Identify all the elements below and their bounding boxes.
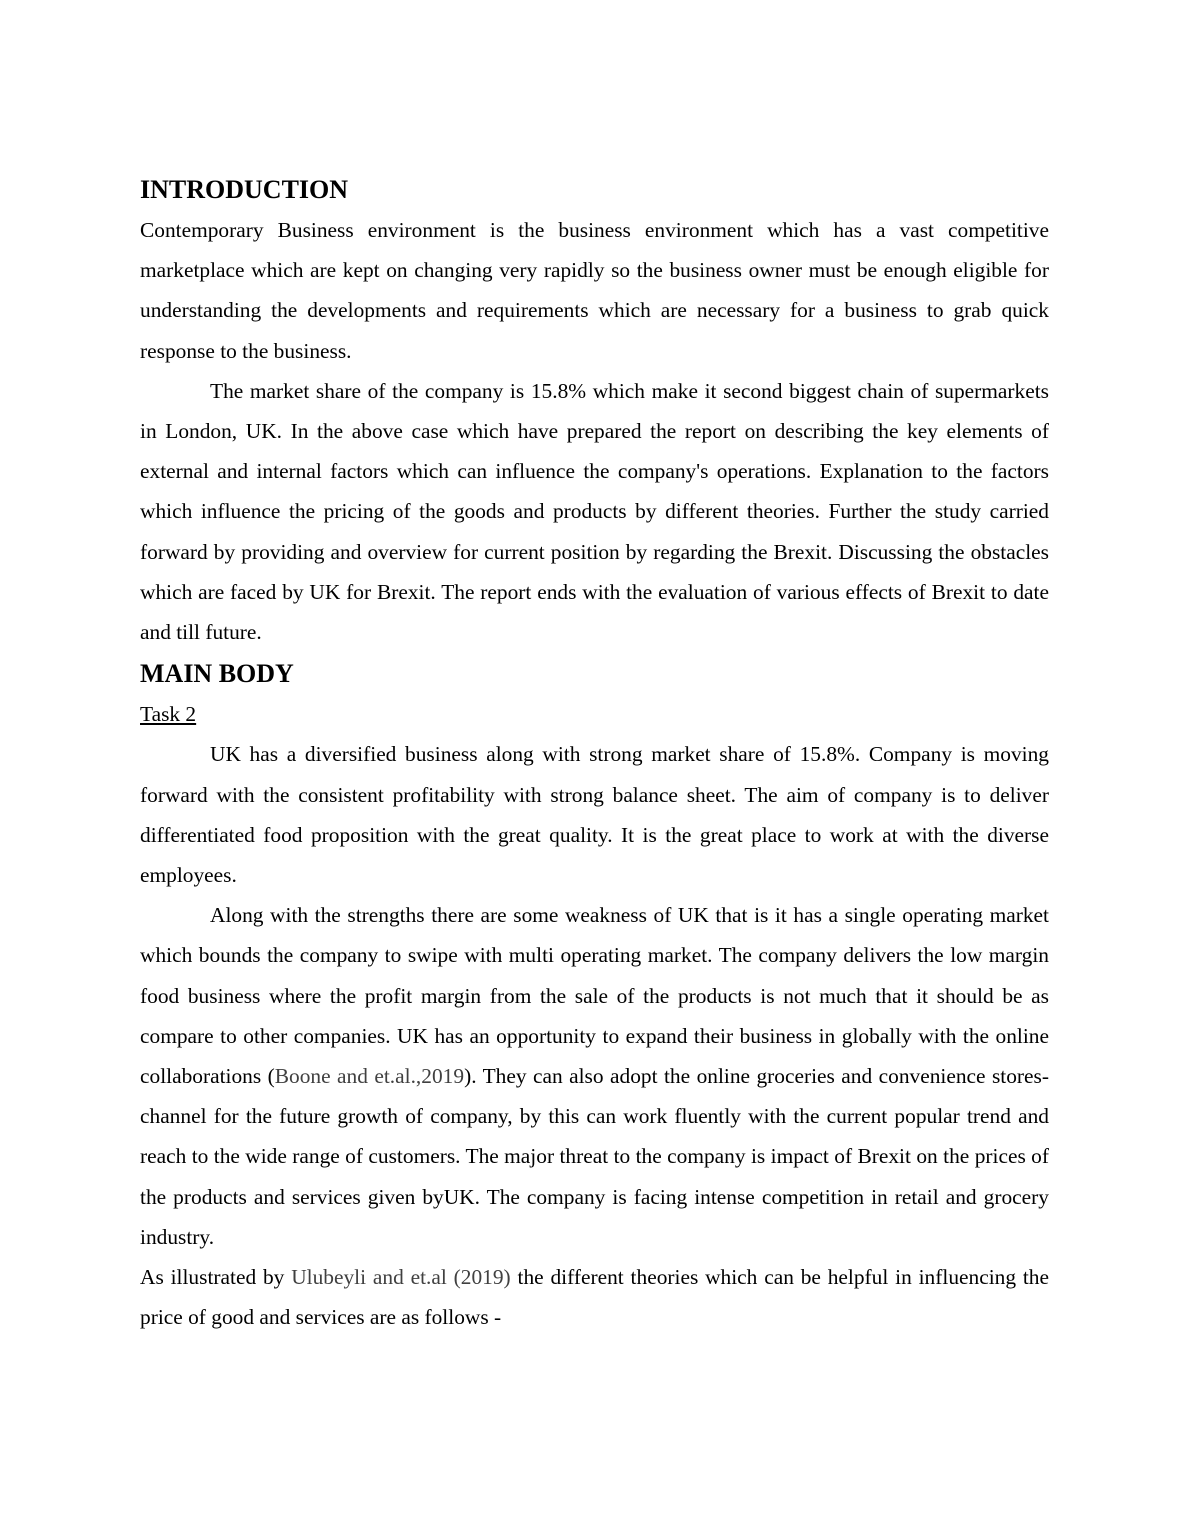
main-paragraph-3	[140, 1257, 1049, 1337]
main-paragraph-2-text-b: ). They can also adopt the online groceries and convenience stores- channel for the future growth of company, by this can work fluently with the current popular trend and reach to the wide range of customers. The major threat to the company is impact of Brexit on the prices of the products and services given byUK. The company is facing intense competition in retail and grocery industry.	[140, 1064, 1049, 1249]
main-paragraph-1: UK has a diversified business along with strong market share of 15.8%. Company is moving forward with the consistent profitability with strong balance sheet. The aim of company is to deliver differentiated food proposition with the great quality. It is the great place to work at with the diverse employees.	[140, 742, 1049, 888]
main-paragraph-3-text-b: the different theories which can be helpful in influencing the price of good and services are as follows -	[140, 1265, 1049, 1330]
main-paragraph-2	[140, 895, 1049, 1257]
document-content	[140, 170, 1049, 1337]
introduction-heading: INTRODUCTION	[140, 175, 349, 204]
citation-boone: Boone and et.al.,2019	[274, 1064, 465, 1089]
task-label: Task 2	[140, 702, 197, 727]
intro-paragraph-2: The market share of the company is 15.8% which make it second biggest chain of supermarkets in London, UK. In the above case which have prepared the report on describing the key elements of external and internal factors which can influence the company's operations. Explanation to the factors which influence the pricing of the goods and products by different theories. Further the study carried forward by providing and overview for current position by regarding the Brexit. Discussing the obstacles which are faced by UK for Brexit. The report ends with the evaluation of various effects of Brexit to date and till future.	[140, 378, 1049, 645]
intro-paragraph-1: Contemporary Business environment is the business environment which has a vast competitive marketplace which are kept on changing very rapidly so the business owner must be enough eligible for understanding the developments and requirements which are necessary for a business to grab quick response to the business.	[140, 218, 1049, 363]
main-paragraph-2-text-a: Along with the strengths there are some weakness of UK that is it has a single operating market which bounds the company to swipe with multi operating market. The company delivers the low margin food business where the profit margin from the sale of the products is not much that it should be as compare to other companies. UK has an opportunity to expand their business in globally with the online collaborations (	[140, 903, 1049, 1089]
main-paragraph-3-text-a: As illustrated by	[140, 1265, 292, 1290]
main-body-heading: MAIN BODY	[140, 659, 294, 689]
citation-ulubeyli: Ulubeyli and et.al (2019)	[291, 1265, 511, 1290]
